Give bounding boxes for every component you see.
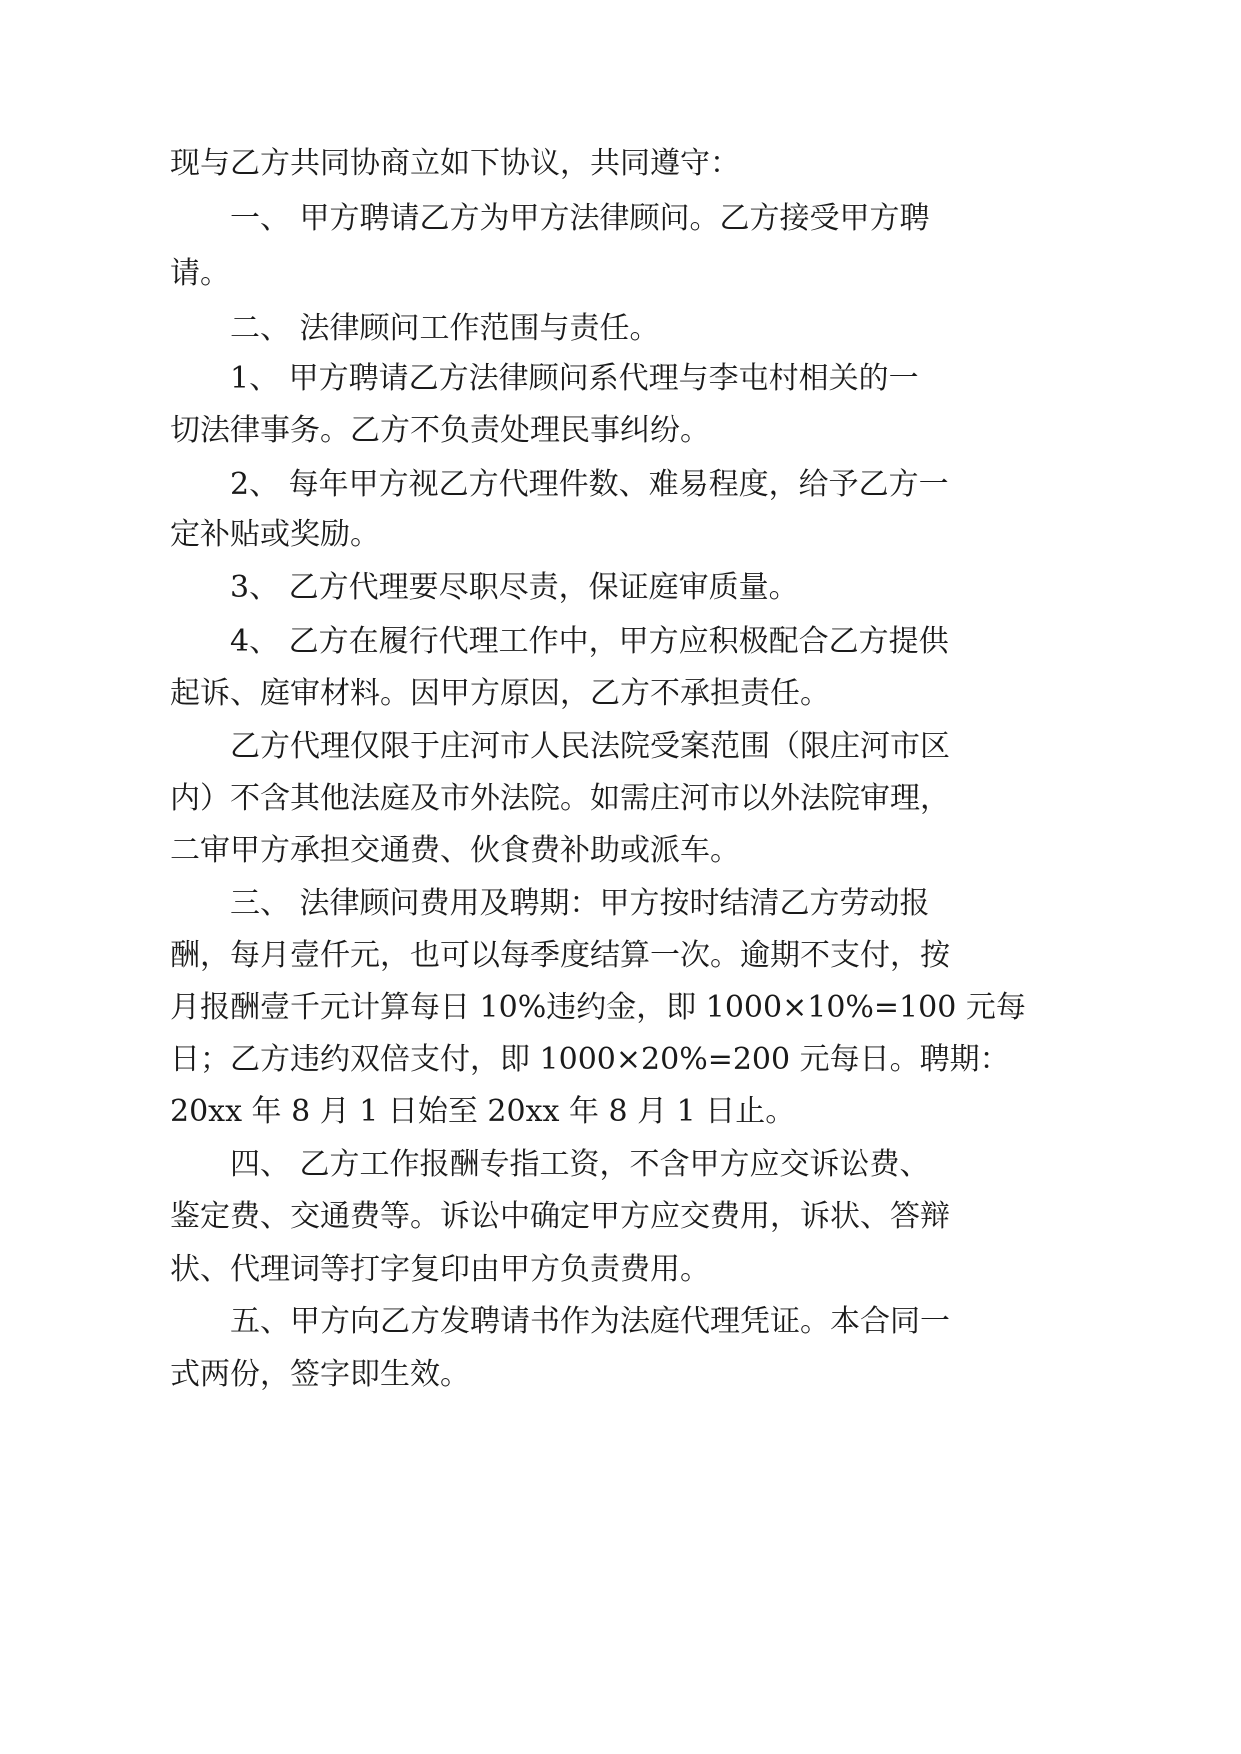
text-line: 三、 法律顾问费用及聘期：甲方按时结清乙方劳动报 xyxy=(230,886,930,921)
text-line: 鉴定费、交通费等。诉讼中确定甲方应交费用，诉状、答辩 xyxy=(170,1199,950,1234)
text-line: 乙方代理仅限于庄河市人民法院受案范围（限庄河市区 xyxy=(230,729,950,764)
text-line: 式两份，签字即生效。 xyxy=(170,1357,470,1392)
text-line: 4、 乙方在履行代理工作中，甲方应积极配合乙方提供 xyxy=(230,624,949,659)
text-line: 起诉、庭审材料。因甲方原因，乙方不承担责任。 xyxy=(170,676,830,711)
text-line: 一、 甲方聘请乙方为甲方法律顾问。乙方接受甲方聘 xyxy=(230,201,930,236)
text-line: 四、 乙方工作报酬专指工资，不含甲方应交诉讼费、 xyxy=(230,1147,930,1182)
text-line: 请。 xyxy=(170,256,230,291)
text-line: 月报酬壹千元计算每日 10%违约金，即 1000×10%=100 元每 xyxy=(170,990,1026,1025)
text-line: 日；乙方违约双倍支付，即 1000×20%=200 元每日。聘期： xyxy=(170,1042,1010,1077)
text-line: 定补贴或奖励。 xyxy=(170,517,380,552)
text-line: 内）不含其他法庭及市外法院。如需庄河市以外法院审理， xyxy=(170,781,950,816)
text-line: 二审甲方承担交通费、伙食费补助或派车。 xyxy=(170,833,740,868)
text-line: 二、 法律顾问工作范围与责任。 xyxy=(230,311,660,346)
text-line: 切法律事务。乙方不负责处理民事纠纷。 xyxy=(170,413,710,448)
text-line: 20xx 年 8 月 1 日始至 20xx 年 8 月 1 日止。 xyxy=(170,1094,796,1129)
text-line: 酬，每月壹仟元，也可以每季度结算一次。逾期不支付，按 xyxy=(170,938,950,973)
text-line: 1、 甲方聘请乙方法律顾问系代理与李屯村相关的一 xyxy=(230,361,919,396)
text-line: 状、代理词等打字复印由甲方负责费用。 xyxy=(170,1252,710,1287)
text-line: 3、 乙方代理要尽职尽责，保证庭审质量。 xyxy=(230,570,799,605)
text-line: 2、 每年甲方视乙方代理件数、难易程度，给予乙方一 xyxy=(230,467,949,502)
text-line: 五、甲方向乙方发聘请书作为法庭代理凭证。本合同一 xyxy=(230,1304,950,1339)
text-line: 现与乙方共同协商立如下协议，共同遵守： xyxy=(170,146,740,181)
